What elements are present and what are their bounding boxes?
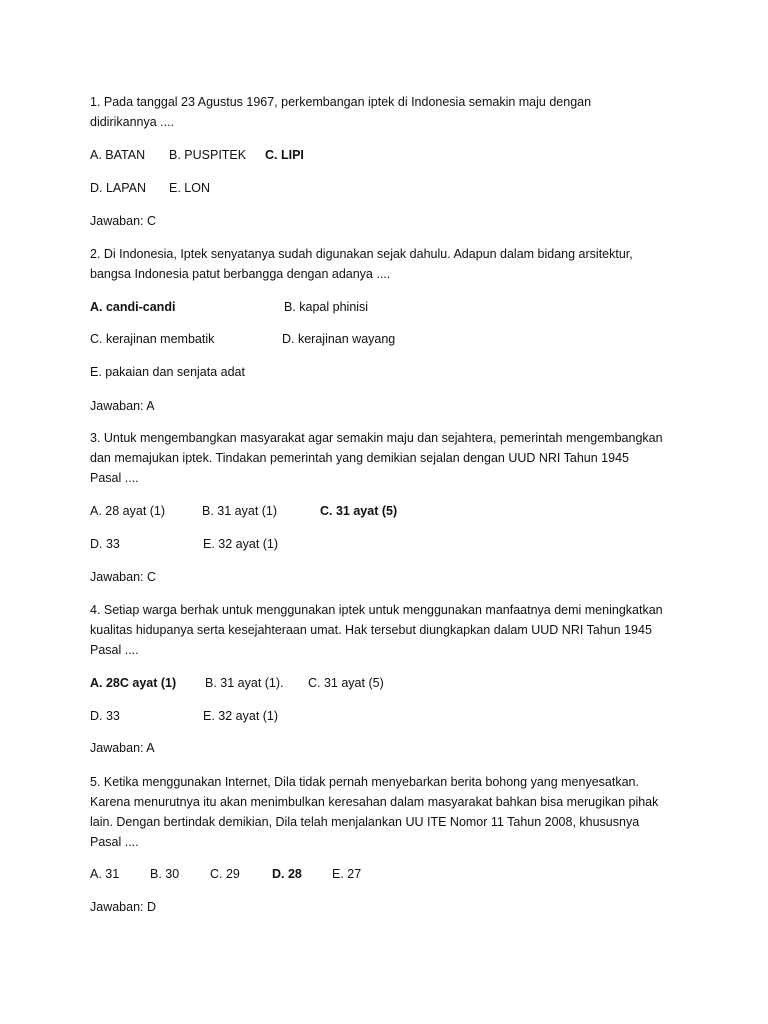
question-3-answer: Jawaban: C bbox=[90, 570, 157, 584]
question-4-answer: Jawaban: A bbox=[90, 741, 155, 755]
question-1-answer: Jawaban: C bbox=[90, 214, 157, 228]
question-5-answer: Jawaban: D bbox=[90, 900, 157, 914]
question-5-text-line-2: Karena menurutnya itu akan menimbulkan keresahan dalam masyarakat bahkan bisa merugikan pihak bbox=[90, 795, 659, 809]
question-2-option-d: D. kerajinan wayang bbox=[282, 332, 396, 346]
question-3-option-b: B. 31 ayat (1) bbox=[202, 504, 278, 518]
question-3-text-line-3: Pasal .... bbox=[90, 471, 139, 485]
question-2-option-c: C. kerajinan membatik bbox=[90, 332, 215, 346]
question-1-option-d: D. LAPAN bbox=[90, 181, 147, 195]
question-1-option-c: C. LIPI bbox=[265, 148, 304, 162]
question-3-option-d: D. 33 bbox=[90, 537, 120, 551]
question-5-option-b: B. 30 bbox=[150, 867, 180, 881]
question-5-option-e: E. 27 bbox=[332, 867, 362, 881]
question-4-option-e: E. 32 ayat (1) bbox=[203, 709, 279, 723]
question-4-text-line-3: Pasal .... bbox=[90, 643, 139, 657]
question-5-option-a: A. 31 bbox=[90, 867, 120, 881]
question-3-text-line-1: 3. Untuk mengembangkan masyarakat agar semakin maju dan sejahtera, pemerintah mengembangkan bbox=[90, 431, 663, 445]
question-5-text-line-1: 5. Ketika menggunakan Internet, Dila tidak pernah menyebarkan berita bohong yang menyesatkan. bbox=[90, 775, 639, 789]
question-4-option-b: B. 31 ayat (1). bbox=[205, 676, 284, 690]
question-2-text-line-1: 2. Di Indonesia, Iptek senyatanya sudah digunakan sejak dahulu. Adapun dalam bidang arsitektur, bbox=[90, 247, 633, 261]
question-3-option-c: C. 31 ayat (5) bbox=[320, 504, 398, 518]
question-2-option-b: B. kapal phinisi bbox=[284, 300, 369, 314]
question-5-option-c: C. 29 bbox=[210, 867, 240, 881]
question-1-option-b: B. PUSPITEK bbox=[169, 148, 247, 162]
question-5-text-line-3: lain. Dengan bertindak demikian, Dila telah menjalankan UU ITE Nomor 11 Tahun 2008, khususnya bbox=[90, 815, 640, 829]
question-3-option-a: A. 28 ayat (1) bbox=[90, 504, 166, 518]
question-4-option-a: A. 28C ayat (1) bbox=[90, 676, 177, 690]
question-4-text-line-2: kualitas hidupanya serta kesejahteraan umat. Hak tersebut diungkapkan dalam UUD NRI Tahun 1945 bbox=[90, 623, 652, 637]
question-2-answer: Jawaban: A bbox=[90, 399, 155, 413]
question-2-option-a: A. candi-candi bbox=[90, 300, 176, 314]
question-2-text-line-2: bangsa Indonesia patut berbangga dengan adanya .... bbox=[90, 267, 391, 281]
question-1-option-e: E. LON bbox=[169, 181, 210, 195]
question-4-option-c: C. 31 ayat (5) bbox=[308, 676, 384, 690]
question-4-option-d: D. 33 bbox=[90, 709, 120, 723]
question-3-option-e: E. 32 ayat (1) bbox=[203, 537, 279, 551]
question-5-text-line-4: Pasal .... bbox=[90, 835, 139, 849]
question-5-option-d: D. 28 bbox=[272, 867, 302, 881]
question-1-text-line-2: didirikannya .... bbox=[90, 115, 175, 129]
question-1-text-line-1: 1. Pada tanggal 23 Agustus 1967, perkembangan iptek di Indonesia semakin maju dengan bbox=[90, 95, 592, 109]
question-2-option-e: E. pakaian dan senjata adat bbox=[90, 365, 245, 379]
question-3-text-line-2: dan memajukan iptek. Tindakan pemerintah yang demikian sejalan dengan UUD NRI Tahun 1945 bbox=[90, 451, 629, 465]
question-4-text-line-1: 4. Setiap warga berhak untuk menggunakan iptek untuk menggunakan manfaatnya demi meningkatkan bbox=[90, 603, 663, 617]
question-1-option-a: A. BATAN bbox=[90, 148, 146, 162]
